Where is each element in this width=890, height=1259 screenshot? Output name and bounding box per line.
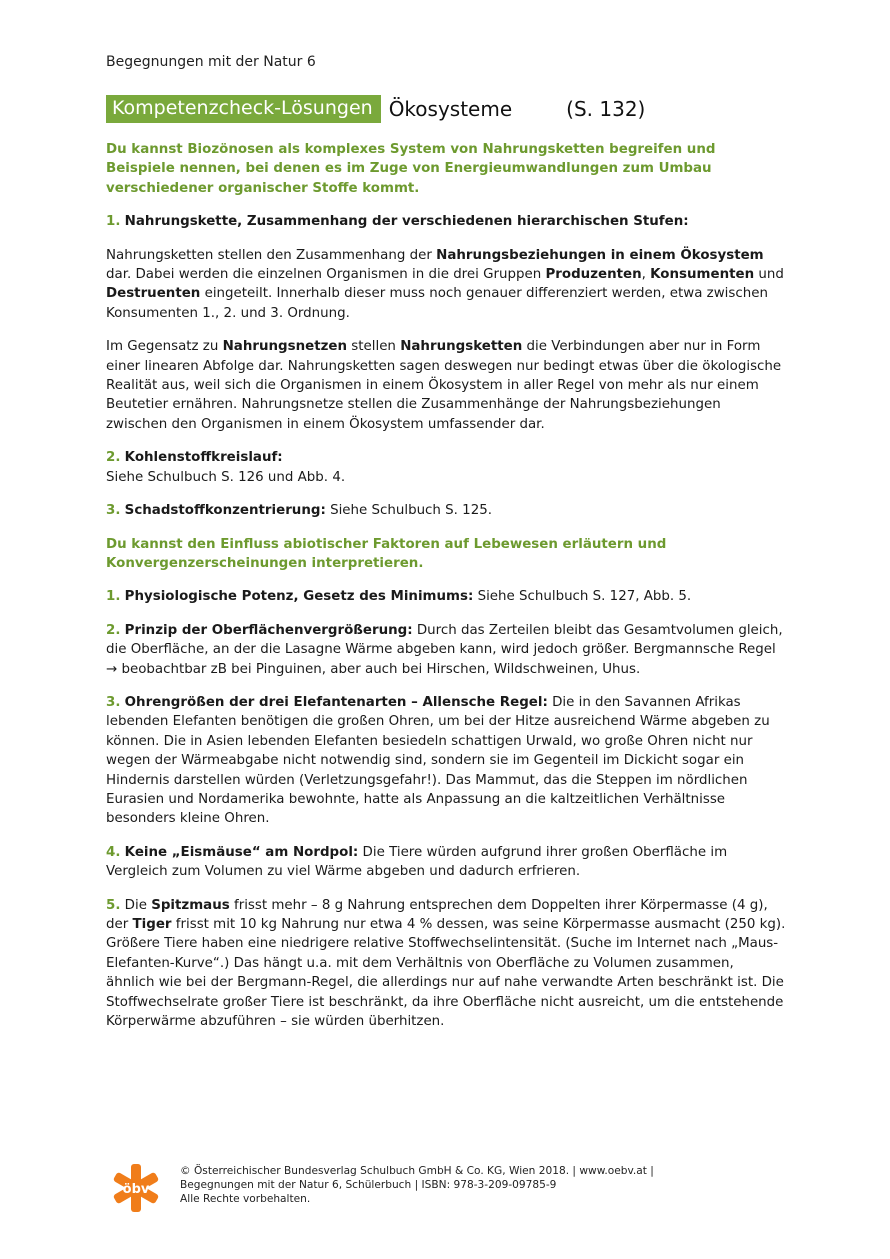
rights-line: Alle Rechte vorbehalten. bbox=[180, 1193, 311, 1205]
bold-term: Nahrungsbeziehungen in einem Ökosystem bbox=[436, 247, 764, 263]
section-1-heading bbox=[106, 212, 786, 231]
text: Siehe Schulbuch S. 125. bbox=[325, 503, 492, 519]
text: frisst mehr – 8 g Nahrung entsprechen dem Doppelten ihrer Körpermasse (4 g), der bbox=[106, 897, 768, 932]
bold-term: Destruenten bbox=[106, 286, 201, 302]
task-3 bbox=[106, 693, 786, 829]
task-number: 2. bbox=[106, 622, 121, 638]
text: Siehe Schulbuch S. 126 und Abb. 4. bbox=[106, 469, 346, 485]
task-number: 1. bbox=[106, 589, 121, 605]
section-2 bbox=[106, 448, 786, 487]
section-number: 3. bbox=[106, 503, 121, 519]
task-number: 5. bbox=[106, 897, 121, 913]
task-heading: Physiologische Potenz, Gesetz des Minimums: bbox=[124, 589, 474, 605]
bold-term: Nahrungsnetzen bbox=[222, 339, 348, 355]
section-heading: Schadstoffkonzentrierung: bbox=[124, 503, 326, 519]
section-number: 1. bbox=[106, 214, 121, 230]
task-heading: Prinzip der Oberflächenvergrößerung: bbox=[124, 622, 413, 638]
text: Durch das Zerteilen bleibt das Gesamtvolumen gleich, die Oberfläche, an der die Lasagne Wärme abgeben kann, wird jedoch größer. Bergmannsche Regel → beobachtbar zB bei Pinguinen, aber auch bei Hirschen, Wildschweinen, Uhus. bbox=[106, 622, 783, 677]
page-reference: (S. 132) bbox=[566, 97, 646, 121]
book-title: Begegnungen mit der Natur 6 bbox=[106, 54, 316, 70]
text: stellen bbox=[347, 339, 401, 355]
title-bar bbox=[106, 95, 645, 123]
competency-statement-1: Du kannst Biozönosen als komplexes System von Nahrungsketten begreifen und Beispiele nennen, bei denen es im Zuge von Energieumwandlungen zum Umbau verschiedener organischer Stoffe kommt. bbox=[106, 142, 716, 196]
section-heading: Nahrungskette, Zusammenhang der verschiedenen hierarchischen Stufen: bbox=[124, 214, 689, 230]
task-number: 3. bbox=[106, 694, 121, 710]
text: und bbox=[754, 267, 784, 283]
paragraph bbox=[106, 337, 786, 434]
isbn-line: Begegnungen mit der Natur 6, Schülerbuch | ISBN: 978-3-209-09785-9 bbox=[180, 1179, 557, 1191]
task-heading: Keine „Eismäuse“ am Nordpol: bbox=[124, 844, 359, 860]
bold-term: Nahrungsketten bbox=[400, 339, 523, 355]
copyright-line: © Österreichischer Bundesverlag Schulbuch GmbH & Co. KG, Wien 2018. | www.oebv.at | bbox=[180, 1165, 654, 1177]
text: dar. Dabei werden die einzelnen Organismen in die drei Gruppen bbox=[106, 267, 546, 283]
text: , bbox=[641, 267, 651, 283]
task-2 bbox=[106, 621, 786, 679]
task-1 bbox=[106, 587, 786, 606]
content bbox=[106, 140, 786, 1045]
task-heading: Ohrengrößen der drei Elefantenarten – Allensche Regel: bbox=[124, 694, 548, 710]
text: Die Tiere würden aufgrund ihrer großen Oberfläche im Vergleich zum Volumen zu viel Wärme abgeben und dadurch erfrieren. bbox=[106, 844, 728, 880]
bold-term: Konsumenten bbox=[650, 267, 755, 283]
bold-term: Tiger bbox=[132, 917, 172, 932]
task-5 bbox=[106, 896, 786, 1032]
title-box-label: Kompetenzcheck-Lösungen bbox=[106, 95, 381, 123]
section-heading: Kohlenstoffkreislauf: bbox=[124, 450, 283, 466]
text: eingeteilt. Innerhalb dieser muss noch genauer differenziert werden, etwa zwischen Konsumenten 1., 2. und 3. Ordnung. bbox=[106, 286, 768, 321]
paragraph bbox=[106, 246, 786, 324]
text: Siehe Schulbuch S. 127, Abb. 5. bbox=[473, 589, 692, 605]
section-number: 2. bbox=[106, 450, 121, 466]
text: Nahrungsketten stellen den Zusammenhang der bbox=[106, 247, 437, 263]
task-number: 4. bbox=[106, 844, 121, 860]
footer-copyright bbox=[180, 1164, 654, 1206]
oebv-logo-icon bbox=[110, 1162, 162, 1214]
text: frisst mit 10 kg Nahrung nur etwa 4 % dessen, was seine Körpermasse ausmacht (250 kg). Größere Tiere haben eine niedrigere relative Stoffwechselintensität. (Suche im Internet nach „Maus-Elefanten-Kurve“.) Das hängt u.a. mit dem Verhältnis von Oberfläche zu Volumen zusammen, ähnlich wie bei der Bergmann-Regel, die allerdings nur auf nahe verwandte Arten beschränkt ist. Die Stoffwechselrate großer Tiere ist beschränkt, da ihre Oberfläche nicht ausreicht, um die entstehende Körperwärme abzuführen – sie würden überhitzen. bbox=[106, 917, 786, 1030]
text: die Verbindungen aber nur in Form einer linearen Abfolge dar. Nahrungsketten sagen deswegen nur bedingt etwas über die ökologische Realität aus, weil sich die Organismen in einem Ökosystem in aller Regel von mehr als nur einem Beutetier ernähren. Nahrungsnetze stellen die Zusammenhänge der Nahrungsbeziehungen zwischen den Organismen in einem Ökosystem umfassender dar. bbox=[106, 339, 782, 432]
section-3 bbox=[106, 501, 786, 520]
task-4 bbox=[106, 843, 786, 882]
text: Im Gegensatz zu bbox=[106, 339, 223, 355]
text: Die in den Savannen Afrikas lebenden Elefanten benötigen die großen Ohren, um bei der Hitze ausreichend Wärme abgeben zu können. Die in Asien lebenden Elefanten besiedeln schattigen Urwald, wo große Ohren nicht nur wegen der Wärmeabgabe nicht notwendig sind, sondern sie im Gegenteil im Dickicht sogar ein Hindernis darstellen würden (Verletzungsgefahr!). Das Mammut, das die Steppen im nördlichen Eurasien und Nordamerika bewohnte, hatte als Anpassung an die kaltzeitlichen Verhältnisse besonders kleine Ohren. bbox=[106, 694, 770, 827]
page-title: Ökosysteme bbox=[388, 97, 513, 121]
text: Die bbox=[120, 897, 152, 913]
logo-text: öbv bbox=[122, 1182, 150, 1197]
bold-term: Produzenten bbox=[545, 267, 642, 283]
footer bbox=[106, 1160, 706, 1216]
bold-term: Spitzmaus bbox=[151, 897, 230, 913]
competency-statement-2: Du kannst den Einfluss abiotischer Faktoren auf Lebewesen erläutern und Konvergenzerscheinungen interpretieren. bbox=[106, 536, 667, 571]
